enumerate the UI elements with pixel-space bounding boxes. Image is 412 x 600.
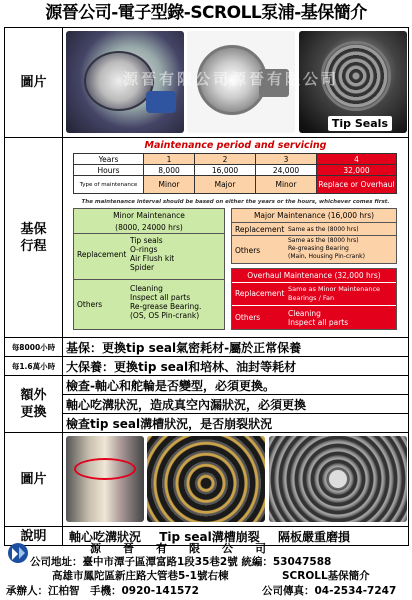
tip-seal-groove-photo (147, 436, 265, 522)
mp-h1: 1 (144, 154, 195, 165)
minor-v2: Cleaning Inspect all parts Re-grease Bearing. (OS, OS Pin-crank) (130, 284, 202, 320)
mp-h2: 2 (195, 154, 256, 165)
footer (0, 540, 412, 600)
overhaul-k2: Others (235, 313, 261, 322)
mp-t1: Minor (144, 176, 195, 194)
minor-title: Minor Maintenance (113, 211, 185, 220)
company-address: 公司地址：臺中市潭子區潭富路1段35巷2號 統編：53047588 (30, 556, 332, 568)
maintenance-title: Maintenance period and servicing (144, 140, 327, 151)
overhaul-row-2 (232, 305, 396, 329)
photo2-label: 圖片 (5, 433, 63, 527)
row16k-text: 大保養：更換tip seal和培林、油封等耗材 (63, 357, 409, 376)
mp-t2: Major (195, 176, 256, 194)
watermark: 源晉有限公司源晉有限公司 (123, 70, 340, 88)
overhaul-v2: Cleaning Inspect all parts (288, 309, 349, 327)
company-name: 源 晉 有 限 公 司 (90, 542, 266, 555)
minor-k1: Replacement (77, 250, 127, 259)
mp-t0: Type of maintenance (74, 176, 144, 194)
major-v2: Same as the (8000 hrs) Re-greasing Bearing (Main, Housing Pin-crank) (288, 237, 365, 260)
extra-item-2: 軸心吃溝狀況，造成真空內漏狀況，必須更換 (63, 395, 409, 414)
major-maintenance-box (231, 208, 397, 264)
tip-seals-tag: Tip Seals (328, 116, 392, 131)
pump-photos (63, 28, 409, 138)
photo-row-label: 圖片 (5, 28, 63, 138)
major-v1: Same as the (8000 hrs) (288, 226, 359, 233)
extra-item-3: 檢查tip seal溝槽狀況，是否崩裂狀況 (63, 414, 409, 433)
minor-v1: Tip seals O-rings Air Flush kit Spider (130, 236, 175, 272)
overhaul-title: Overhaul Maintenance (32,000 hrs) (247, 271, 381, 280)
doc-name: SCROLL基保簡介 (282, 570, 370, 582)
info-table (4, 27, 409, 546)
overhaul-row-1 (232, 282, 396, 304)
extra-label (5, 376, 63, 433)
plate-wear-photo (269, 436, 407, 522)
minor-sub: (8000, 24000 hrs) (115, 223, 183, 232)
desc-item-2: Tip seal溝槽崩裂 (159, 529, 260, 544)
fax-info: 公司傳真：04-2534-7247 (262, 585, 397, 597)
extra-item-1: 檢查-軸心和舵輪是否變型，必須更換。 (63, 376, 409, 395)
row8000-text: 基保：更換tip seal氣密耗材-屬於正常保養 (63, 338, 409, 357)
mp-t3: Minor (256, 176, 317, 194)
desc-item-3: 隔板嚴重磨損 (277, 529, 350, 544)
mp-h0: Years (74, 154, 144, 165)
mp-r4: 32,000 (317, 165, 397, 176)
maintenance-grid (73, 153, 397, 194)
mp-r1: 8,000 (144, 165, 195, 176)
maintenance-note: The maintenance interval should be based on either the years or the hours, whichever comes first. (81, 199, 390, 205)
mp-t4: Replace or Overhaul (317, 176, 397, 194)
row8000-label: 每8000小時 (5, 338, 63, 357)
mp-r2: 16,000 (195, 165, 256, 176)
shaft-photo (66, 436, 144, 522)
major-row-1 (232, 222, 396, 235)
mp-r3: 24,000 (256, 165, 317, 176)
minor-maintenance-box (73, 208, 225, 330)
mp-h3: 3 (256, 154, 317, 165)
schedule-panel (63, 138, 409, 338)
major-k2: Others (235, 246, 261, 255)
major-row-2 (232, 235, 396, 264)
desc-label: 說明 (5, 527, 63, 546)
mp-h4: 4 (317, 154, 397, 165)
major-k1: Replacement (235, 225, 285, 234)
minor-row-1 (74, 233, 224, 277)
major-title: Major Maintenance (16,000 hrs) (253, 211, 375, 220)
page-title: 源晉公司-電子型錄-SCROLL泵浦-基保簡介 (45, 3, 367, 23)
damage-photos (63, 433, 409, 527)
minor-k2: Others (77, 300, 103, 309)
overhaul-k1: Replacement (235, 289, 285, 298)
branch-address: 高雄市鳳陀區新庄路大管巷5-1號右棟 (52, 570, 229, 582)
row16k-label: 每1.6萬小時 (5, 357, 63, 376)
company-logo (6, 542, 30, 564)
schedule-label-text: 基保 行程 (20, 221, 47, 254)
schedule-label (5, 138, 63, 338)
mp-r0: Hours (74, 165, 144, 176)
overhaul-v1: Same as Minor Maintenance Bearings / Fan (288, 285, 381, 302)
contact-info: 承辦人：江柏智 手機：0920-141572 (6, 585, 199, 597)
minor-row-2 (74, 279, 224, 329)
overhaul-maintenance-box (231, 268, 397, 330)
desc-item-1: 軸心吃溝狀況 (69, 529, 142, 544)
extra-label-text: 額外 更換 (20, 388, 47, 420)
